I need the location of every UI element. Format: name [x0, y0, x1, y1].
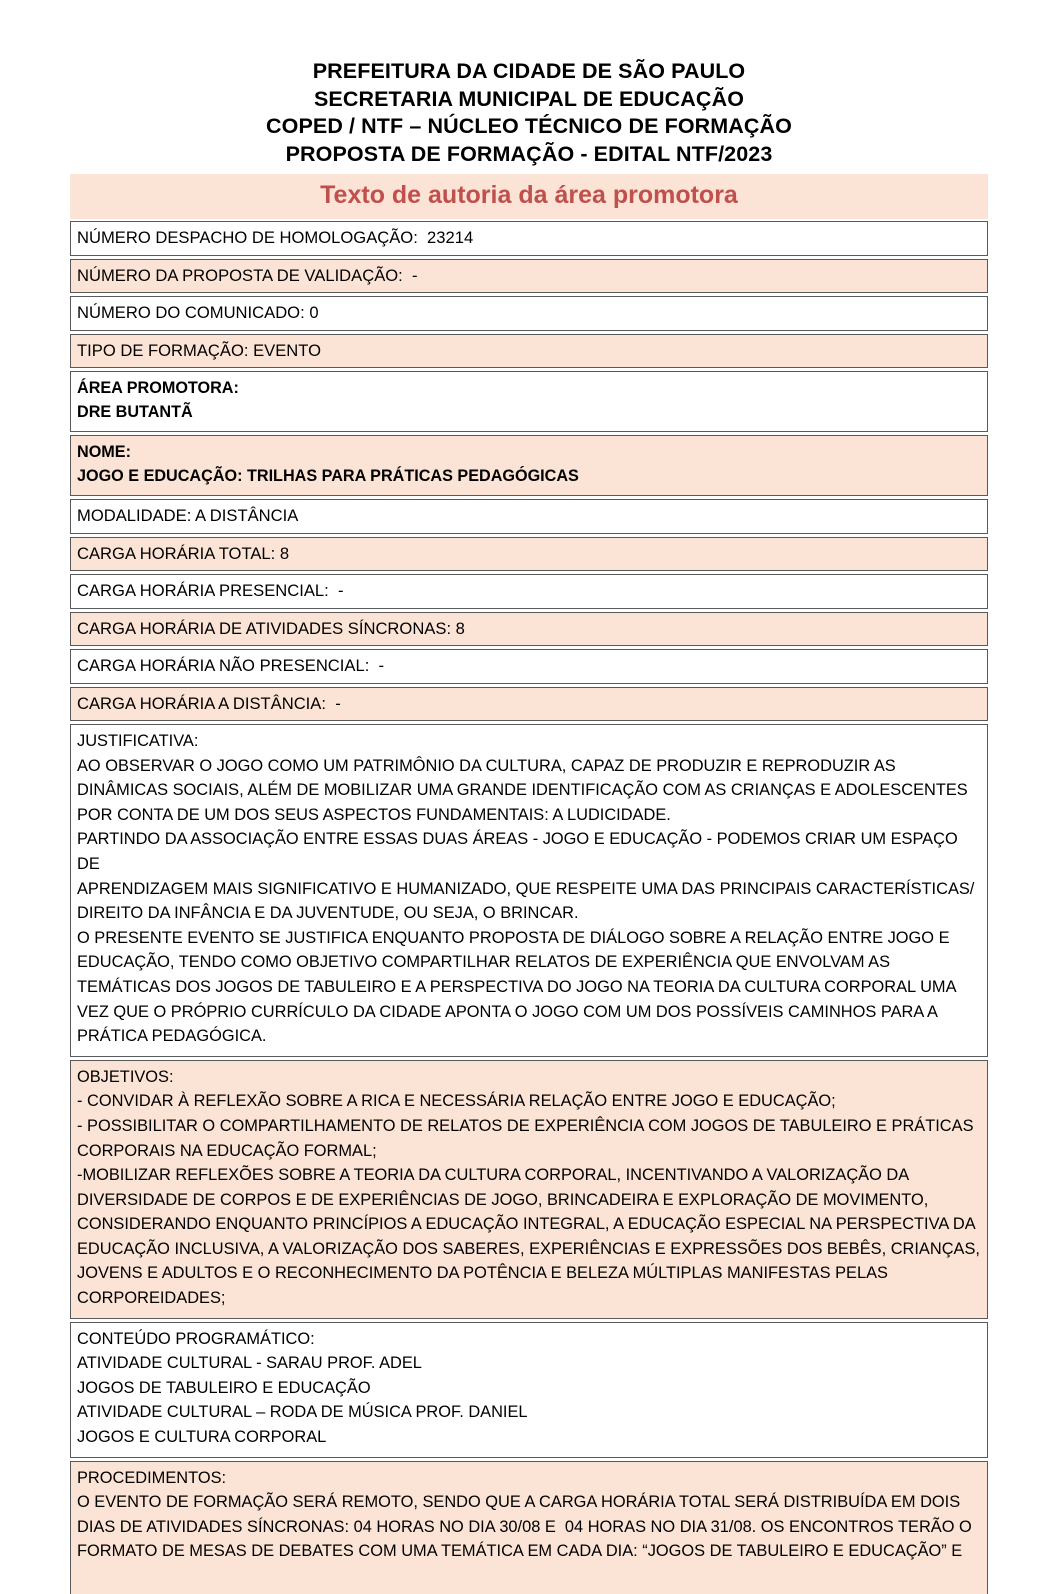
row-line: NÚMERO DO COMUNICADO: 0 [77, 303, 319, 322]
table-row-objetivos [70, 1060, 988, 1319]
table-row-area-promotora [70, 371, 988, 432]
header-line-4: PROPOSTA DE FORMAÇÃO - EDITAL NTF/2023 [285, 141, 773, 166]
row-line: ÁREA PROMOTORA: [77, 379, 239, 397]
table-row-carga-horaria-total [70, 537, 988, 572]
table-rows [70, 221, 988, 1594]
row-line: CARGA HORÁRIA PRESENCIAL: - [77, 581, 344, 600]
row-line: CORPOREIDADES; [77, 1289, 226, 1308]
table-row-modalidade [70, 499, 988, 534]
table-row-numero-despacho-homologacao [70, 221, 988, 256]
row-line: DIREITO DA INFÂNCIA E DA JUVENTUDE, OU SEJA, O BRINCAR. [77, 904, 579, 923]
row-line: APRENDIZAGEM MAIS SIGNIFICATIVO E HUMANIZADO, QUE RESPEITE UMA DAS PRINCIPAIS CARACTERÍSTICAS/ [77, 879, 975, 898]
row-line: DIVERSIDADE DE CORPOS E DE EXPERIÊNCIAS DE JOGO, BRINCADEIRA E EXPLORAÇÃO DE MOVIMENTO, [77, 1190, 929, 1209]
row-line: DIAS DE ATIVIDADES SÍNCRONAS: 04 HORAS NO DIA 30/08 E 04 HORAS NO DIA 31/08. OS ENCONTROS TERÃO O [77, 1517, 972, 1536]
row-line: JOVENS E ADULTOS E O RECONHECIMENTO DA POTÊNCIA E BELEZA MÚLTIPLAS MANIFESTAS PELAS [77, 1264, 888, 1283]
table-row-procedimentos [70, 1461, 988, 1594]
banner-title: Texto de autoria da área promotora [320, 181, 738, 209]
row-line: MODALIDADE: A DISTÂNCIA [77, 506, 299, 525]
row-line: NÚMERO DA PROPOSTA DE VALIDAÇÃO: - [77, 265, 418, 285]
table-row-nome [70, 435, 988, 496]
row-line: ATIVIDADE CULTURAL - SARAU PROF. ADEL [77, 1354, 422, 1373]
row-line: JOGO E EDUCAÇÃO: TRILHAS PARA PRÁTICAS PEDAGÓGICAS [77, 467, 579, 485]
row-line: CARGA HORÁRIA TOTAL: 8 [77, 543, 290, 563]
row-line: CONTEÚDO PROGRAMÁTICO: [77, 1329, 315, 1348]
row-line: DINÂMICAS SOCIAIS, ALÉM DE MOBILIZAR UMA GRANDE IDENTIFICAÇÃO COM AS CRIANÇAS E ADOLESCENTES [77, 781, 968, 800]
table-row-carga-horaria-nao-presencial [70, 649, 988, 684]
row-line: DRE BUTANTÃ [77, 403, 193, 421]
row-line: JUSTIFICATIVA: [77, 732, 199, 750]
row-line: JOGOS DE TABULEIRO E EDUCAÇÃO [77, 1378, 371, 1397]
row-line: - POSSIBILITAR O COMPARTILHAMENTO DE RELATOS DE EXPERIÊNCIA COM JOGOS DE TABULEIRO E PRÁTICAS [77, 1116, 974, 1135]
row-line: CORPORAIS NA EDUCAÇÃO FORMAL; [77, 1141, 377, 1160]
table-row-conteudo-programatico [70, 1322, 988, 1458]
row-line: EDUCAÇÃO INCLUSIVA, A VALORIZAÇÃO DOS SABERES, EXPERIÊNCIAS E EXPRESSÕES DOS BEBÊS, CRIANÇAS, [77, 1239, 980, 1258]
row-line: CARGA HORÁRIA NÃO PRESENCIAL: - [77, 656, 385, 675]
table-row-carga-horaria-a-distancia [70, 687, 988, 722]
proposal-table [70, 174, 988, 1594]
row-line: PARTINDO DA ASSOCIAÇÃO ENTRE ESSAS DUAS ÁREAS - JOGO E EDUCAÇÃO - PODEMOS CRIAR UM ESPAÇO DE [77, 830, 963, 873]
header-line-1: PREFEITURA DA CIDADE DE SÃO PAULO [312, 59, 746, 83]
row-line: PROCEDIMENTOS: [77, 1468, 227, 1487]
table-row-justificativa [70, 724, 988, 1057]
row-line: -MOBILIZAR REFLEXÕES SOBRE A TEORIA DA CULTURA CORPORAL, INCENTIVANDO A VALORIZAÇÃO DA [77, 1166, 910, 1185]
row-line: TEMÁTICAS DOS JOGOS DE TABULEIRO E A PERSPECTIVA DO JOGO NA TEORIA DA CULTURA CORPORAL UMA [77, 977, 957, 996]
row-line: TIPO DE FORMAÇÃO: EVENTO [77, 340, 322, 360]
document-header [0, 0, 1058, 168]
row-line: CARGA HORÁRIA DE ATIVIDADES SÍNCRONAS: 8 [77, 618, 465, 638]
row-line: CARGA HORÁRIA A DISTÂNCIA: - [77, 693, 341, 713]
row-line: VEZ QUE O PRÓPRIO CURRÍCULO DA CIDADE APONTA O JOGO COM UM DOS POSSÍVEIS CAMINHOS PARA A [77, 1002, 938, 1021]
row-line: JOGOS E CULTURA CORPORAL [77, 1428, 327, 1447]
row-line: FORMATO DE MESAS DE DEBATES COM UMA TEMÁTICA EM CADA DIA: “JOGOS DE TABULEIRO E EDUCAÇÃO” E [77, 1542, 963, 1561]
row-line: PRÁTICA PEDAGÓGICA. [77, 1027, 267, 1046]
row-line: ATIVIDADE CULTURAL – RODA DE MÚSICA PROF. DANIEL [77, 1403, 528, 1422]
row-line: POR CONTA DE UM DOS SEUS ASPECTOS FUNDAMENTAIS: A LUDICIDADE. [77, 805, 671, 824]
header-line-2: SECRETARIA MUNICIPAL DE EDUCAÇÃO [313, 86, 745, 111]
row-line: NÚMERO DESPACHO DE HOMOLOGAÇÃO: 23214 [77, 228, 474, 247]
row-line: AO OBSERVAR O JOGO COMO UM PATRIMÔNIO DA CULTURA, CAPAZ DE PRODUZIR E REPRODUZIR AS [77, 756, 896, 775]
row-line: O EVENTO DE FORMAÇÃO SERÁ REMOTO, SENDO QUE A CARGA HORÁRIA TOTAL SERÁ DISTRIBUÍDA EM DOIS [77, 1493, 961, 1512]
section-banner [70, 174, 988, 219]
row-line: OBJETIVOS: [77, 1067, 174, 1086]
header-line-3: COPED / NTF – NÚCLEO TÉCNICO DE FORMAÇÃO [266, 114, 792, 138]
table-row-carga-horaria-atividades-sincronas [70, 612, 988, 647]
row-line: NOME: [77, 443, 131, 461]
table-row-tipo-de-formacao [70, 334, 988, 369]
table-row-numero-proposta-validacao [70, 259, 988, 294]
row-line: - CONVIDAR À REFLEXÃO SOBRE A RICA E NECESSÁRIA RELAÇÃO ENTRE JOGO E EDUCAÇÃO; [77, 1092, 836, 1111]
table-row-numero-comunicado [70, 296, 988, 331]
row-line: CONSIDERANDO ENQUANTO PRINCÍPIOS A EDUCAÇÃO INTEGRAL, A EDUCAÇÃO ESPECIAL NA PERSPECTIVA DA [77, 1215, 976, 1234]
table-row-carga-horaria-presencial [70, 574, 988, 609]
row-line: O PRESENTE EVENTO SE JUSTIFICA ENQUANTO PROPOSTA DE DIÁLOGO SOBRE A RELAÇÃO ENTRE JOGO E [77, 928, 950, 947]
row-line: EDUCAÇÃO, TENDO COMO OBJETIVO COMPARTILHAR RELATOS DE EXPERIÊNCIA QUE ENVOLVAM AS [77, 953, 891, 972]
